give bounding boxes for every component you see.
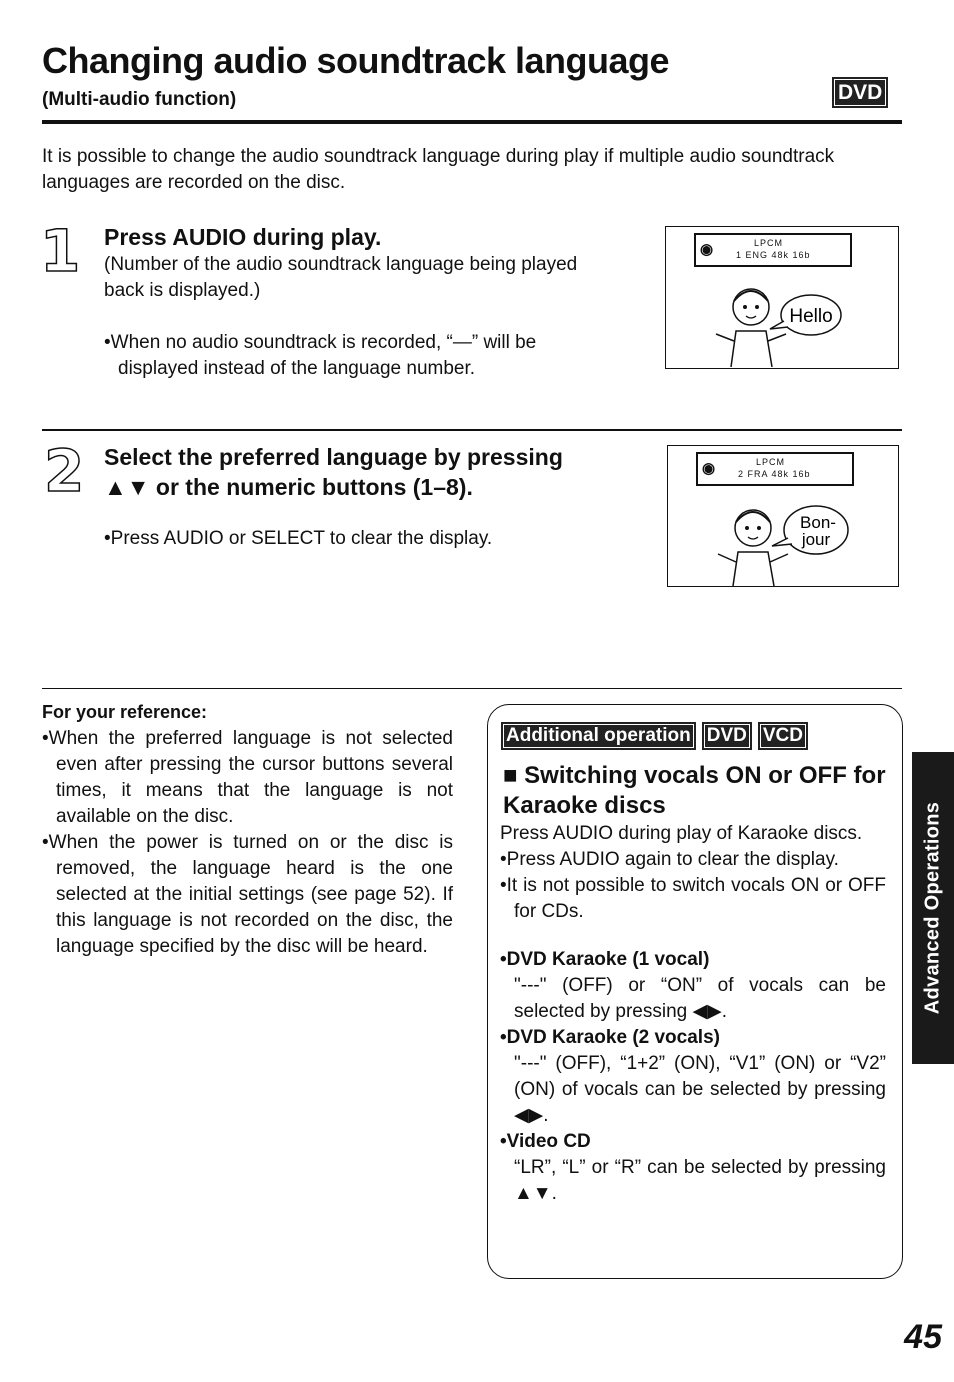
disc-icon: ◉ — [702, 460, 716, 477]
list-item: •Press AUDIO again to clear the display. — [500, 849, 839, 870]
section-side-tab — [912, 752, 954, 1064]
vcd-badge: VCD — [758, 722, 808, 750]
speech-text-2: jour — [801, 530, 831, 549]
osd-line-2: 2 FRA 48k 16b — [738, 469, 811, 479]
title-rule — [42, 120, 902, 124]
karaoke-intro: Press AUDIO during play of Karaoke discs. — [500, 823, 863, 844]
additional-badges — [501, 722, 814, 750]
item-title: •DVD Karaoke (1 vocal) — [500, 949, 710, 970]
karaoke-body — [500, 821, 886, 1207]
reference-list — [42, 726, 453, 960]
item-text: "---" (OFF), “1+2” (ON), “V1” (ON) or “V2” (ON) of vocals can be selected by pressing ◀▶. — [514, 1053, 886, 1126]
step-2-note: •Press AUDIO or SELECT to clear the display. — [104, 528, 493, 549]
reference-rule — [42, 688, 902, 689]
step-2-screen-illustration — [667, 445, 899, 587]
osd-display — [694, 233, 852, 267]
step-1-heading: Press AUDIO during play. — [104, 224, 382, 250]
intro-paragraph: It is possible to change the audio soundtrack language during play if multiple audio soundtrack languages are recorded on the disc. — [42, 146, 835, 193]
dvd-badge: DVD — [832, 77, 888, 108]
list-item: •When the preferred language is not selected even after pressing the cursor buttons several times, it means that the language is not available on the disc. — [42, 728, 453, 827]
step-2-heading: Select the preferred language by pressing ▲▼ or the numeric buttons (1–8). — [104, 444, 563, 500]
speech-text-1: Bon- — [800, 513, 836, 532]
list-item: •When the power is turned on or the disc is removed, the language heard is the one selected at the initial settings (see page 52). If this language is not recorded on the disc, the language specified by the disc will be heard. — [42, 832, 453, 957]
singer-illustration — [706, 279, 856, 367]
osd-line-1: LPCM — [754, 238, 784, 248]
page-title: Changing audio soundtrack language — [42, 40, 670, 81]
speech-text: Hello — [789, 306, 833, 327]
osd-line-2: 1 ENG 48k 16b — [736, 250, 811, 260]
osd-display — [696, 452, 854, 486]
page-number: 45 — [904, 1318, 942, 1356]
step-1-number: 1 — [40, 217, 81, 285]
reference-label: For your reference: — [42, 702, 208, 722]
karaoke-heading: ■ Switching vocals ON or OFF for Karaoke discs — [503, 762, 886, 819]
item-title: •DVD Karaoke (2 vocals) — [500, 1027, 720, 1048]
item-text: "---" (OFF) or “ON” of vocals can be selected by pressing ◀▶. — [514, 975, 886, 1022]
step-divider — [42, 429, 902, 431]
step-1-screen-illustration — [665, 226, 899, 369]
step-1-body: (Number of the audio soundtrack language being played back is displayed.) — [104, 254, 578, 301]
dvd-badge: DVD — [702, 722, 752, 750]
side-tab-label: Advanced Operations — [921, 801, 944, 1015]
additional-operation-badge: Additional operation — [501, 722, 696, 750]
osd-line-1: LPCM — [756, 457, 786, 467]
list-item: •It is not possible to switch vocals ON or OFF for CDs. — [500, 875, 886, 922]
step-1-note: •When no audio soundtrack is recorded, “—” will be displayed instead of the language number. — [104, 332, 537, 379]
disc-icon: ◉ — [700, 241, 714, 258]
singer-illustration — [708, 502, 858, 586]
page-subtitle: (Multi-audio function) — [42, 89, 237, 110]
item-title: •Video CD — [500, 1131, 591, 1152]
step-2-number: 2 — [44, 437, 85, 505]
item-text: “LR”, “L” or “R” can be selected by pressing ▲▼. — [514, 1157, 886, 1204]
